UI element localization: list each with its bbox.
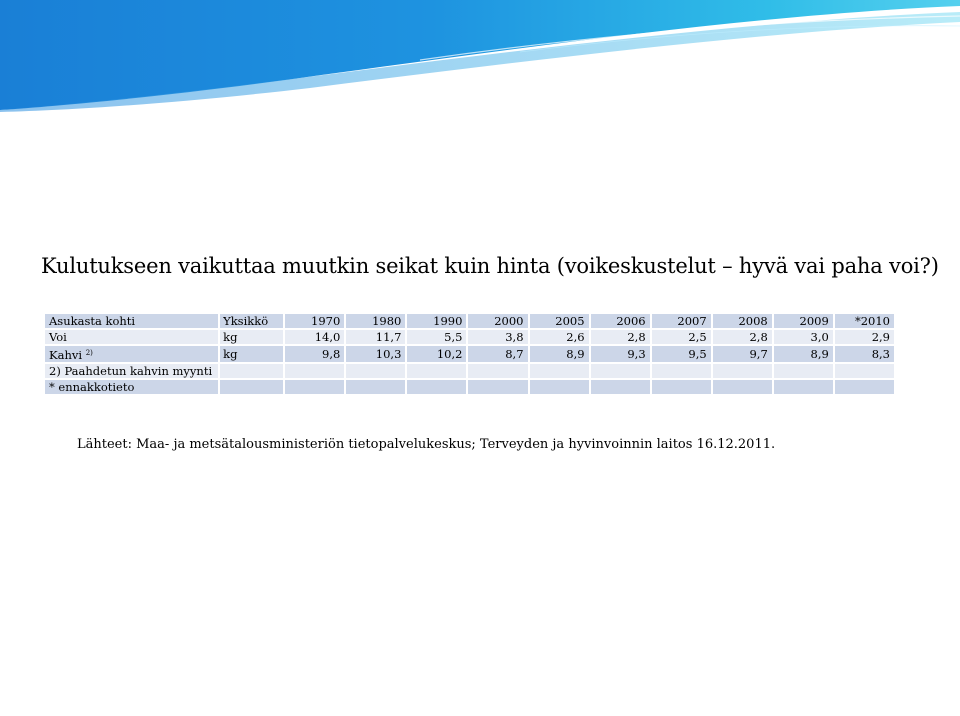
value-cell: 2,9 xyxy=(835,330,894,344)
footnote-cell: 2) Paahdetun kahvin myynti xyxy=(45,364,218,378)
empty-cell xyxy=(835,380,894,394)
footnote-marker: 2) xyxy=(85,349,93,357)
header-cell: Yksikkö xyxy=(220,314,283,328)
empty-cell xyxy=(346,380,405,394)
empty-cell xyxy=(591,364,650,378)
empty-cell xyxy=(530,364,589,378)
slide-title: Kulutukseen vaikuttaa muutkin seikat kuin hinta (voikeskustelut – hyvä vai paha voi?) xyxy=(41,254,939,278)
header-cell: 1990 xyxy=(407,314,466,328)
empty-cell xyxy=(835,364,894,378)
value-cell: 9,5 xyxy=(652,346,711,362)
table-row-kahvi xyxy=(45,346,894,362)
value-cell: 8,3 xyxy=(835,346,894,362)
source-note: Lähteet: Maa- ja metsätalousministeriön tietopalvelukeskus; Terveyden ja hyvinvoinnin laitos 16.12.2011. xyxy=(77,437,776,452)
empty-cell xyxy=(468,380,527,394)
header-wave-banner xyxy=(0,0,960,112)
table-row-voi xyxy=(45,330,894,344)
empty-cell xyxy=(346,364,405,378)
empty-cell xyxy=(285,380,344,394)
empty-cell xyxy=(407,380,466,394)
empty-cell xyxy=(530,380,589,394)
header-cell: 2007 xyxy=(652,314,711,328)
unit-cell: kg xyxy=(220,330,283,344)
value-cell: 11,7 xyxy=(346,330,405,344)
empty-cell xyxy=(713,364,772,378)
header-cell: *2010 xyxy=(835,314,894,328)
row-label-text: Kahvi xyxy=(49,348,83,362)
empty-cell xyxy=(220,380,283,394)
header-cell: 1970 xyxy=(285,314,344,328)
header-cell: 2000 xyxy=(468,314,527,328)
value-cell: 2,6 xyxy=(530,330,589,344)
value-cell: 2,5 xyxy=(652,330,711,344)
value-cell: 8,7 xyxy=(468,346,527,362)
value-cell: 10,2 xyxy=(407,346,466,362)
header-cell: 2006 xyxy=(591,314,650,328)
value-cell: 2,8 xyxy=(591,330,650,344)
empty-cell xyxy=(652,364,711,378)
empty-cell xyxy=(407,364,466,378)
header-cell: 2005 xyxy=(530,314,589,328)
empty-cell xyxy=(774,364,833,378)
empty-cell xyxy=(774,380,833,394)
value-cell: 9,3 xyxy=(591,346,650,362)
value-cell: 10,3 xyxy=(346,346,405,362)
value-cell: 9,8 xyxy=(285,346,344,362)
empty-cell xyxy=(713,380,772,394)
header-cell: 1980 xyxy=(346,314,405,328)
table-footnote-row xyxy=(45,364,894,378)
table-header-row xyxy=(45,314,894,328)
header-cell: Asukasta kohti xyxy=(45,314,218,328)
empty-cell xyxy=(468,364,527,378)
value-cell: 8,9 xyxy=(774,346,833,362)
value-cell: 3,8 xyxy=(468,330,527,344)
empty-cell xyxy=(591,380,650,394)
row-label: Voi xyxy=(45,330,218,344)
empty-cell xyxy=(285,364,344,378)
empty-cell xyxy=(652,380,711,394)
header-cell: 2008 xyxy=(713,314,772,328)
header-cell: 2009 xyxy=(774,314,833,328)
empty-cell xyxy=(220,364,283,378)
value-cell: 14,0 xyxy=(285,330,344,344)
footnote-cell: * ennakkotieto xyxy=(45,380,218,394)
unit-cell: kg xyxy=(220,346,283,362)
consumption-table xyxy=(43,312,896,396)
value-cell: 3,0 xyxy=(774,330,833,344)
value-cell: 8,9 xyxy=(530,346,589,362)
value-cell: 9,7 xyxy=(713,346,772,362)
value-cell: 2,8 xyxy=(713,330,772,344)
row-label xyxy=(45,346,218,362)
table-footnote-row xyxy=(45,380,894,394)
value-cell: 5,5 xyxy=(407,330,466,344)
